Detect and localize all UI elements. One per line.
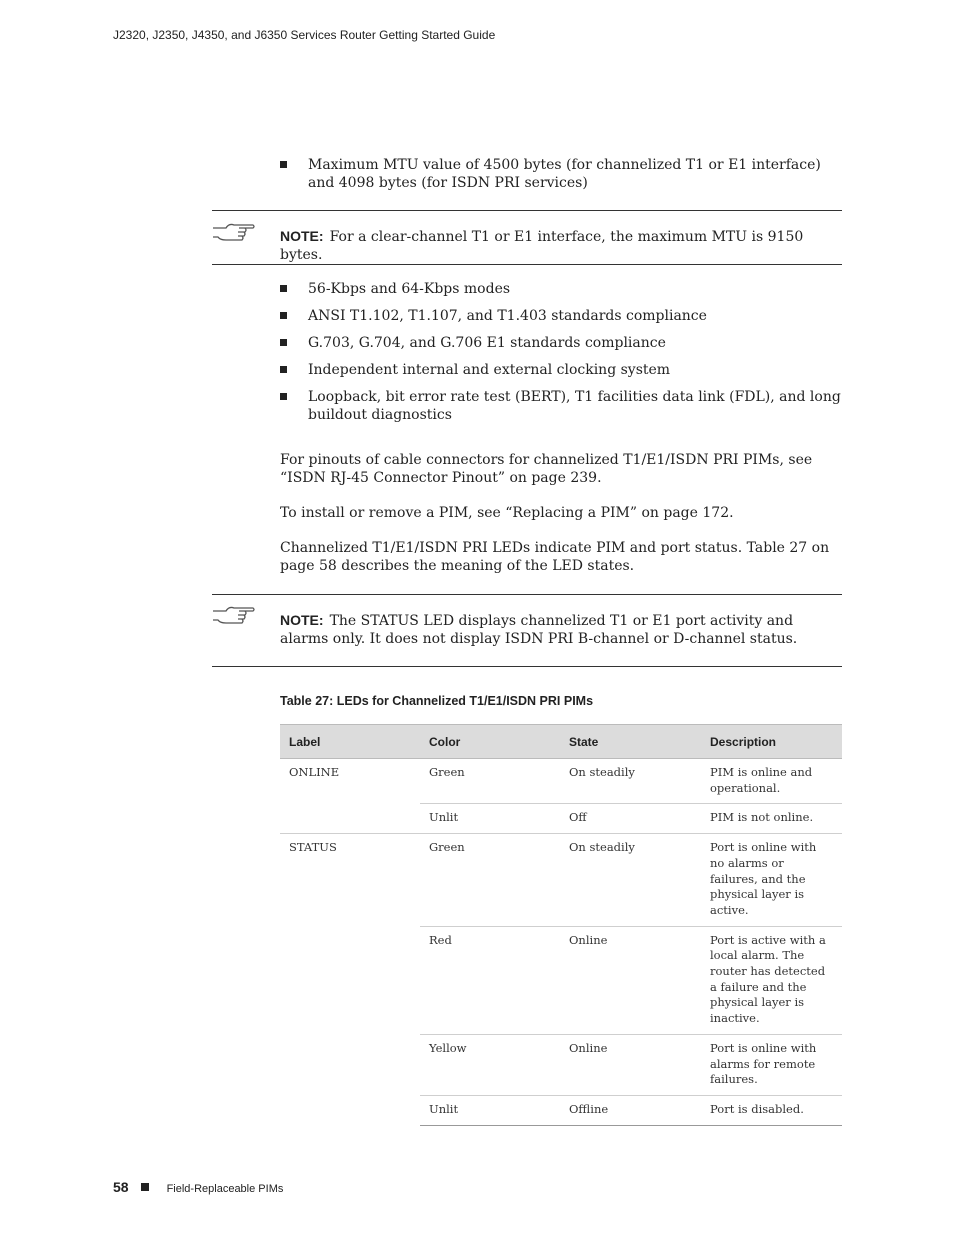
note-status-led — [280, 611, 845, 648]
description-cell: PIM is online and operational. — [701, 759, 842, 804]
column-header-state: State — [560, 725, 701, 759]
table-row — [280, 834, 842, 927]
note-rule-top — [212, 210, 842, 211]
note-rule-bottom — [212, 666, 842, 667]
description-cell: Port is disabled. — [701, 1095, 842, 1125]
led-label-cell: ONLINE — [280, 759, 420, 834]
list-item-text: G.703, G.704, and G.706 E1 standards compliance — [308, 335, 666, 351]
state-cell: Off — [560, 804, 701, 834]
list-item — [280, 280, 845, 298]
paragraph-install: To install or remove a PIM, see “Replacing a PIM” on page 172. — [280, 505, 734, 521]
color-cell: Green — [420, 759, 560, 804]
bullet-square-icon — [280, 161, 287, 168]
list-item — [280, 388, 845, 424]
state-cell: On steadily — [560, 834, 701, 927]
bullet-square-icon — [280, 393, 287, 400]
list-item — [280, 307, 845, 325]
feature-list — [280, 280, 845, 433]
page-number: 58 — [113, 1179, 129, 1195]
running-header: J2320, J2350, J4350, and J6350 Services Router Getting Started Guide — [113, 28, 496, 42]
description-cell: Port is online with alarms for remote failures. — [701, 1034, 842, 1095]
column-header-color: Color — [420, 725, 560, 759]
list-item — [280, 334, 845, 352]
list-item — [280, 361, 845, 379]
bullet-square-icon — [280, 312, 287, 319]
list-item-text: Loopback, bit error rate test (BERT), T1 facilities data link (FDL), and long buildout diagnostics — [308, 389, 841, 423]
pointing-hand-icon — [212, 605, 256, 627]
column-header-label: Label — [280, 725, 420, 759]
table-row — [280, 759, 842, 804]
color-cell: Unlit — [420, 1095, 560, 1125]
note-text: For a clear-channel T1 or E1 interface, the maximum MTU is 9150 bytes. — [280, 229, 804, 263]
column-header-description: Description — [701, 725, 842, 759]
bullet-square-icon — [280, 366, 287, 373]
bullet-square-icon — [280, 339, 287, 346]
note-mtu — [280, 227, 845, 264]
description-cell: PIM is not online. — [701, 804, 842, 834]
state-cell: Offline — [560, 1095, 701, 1125]
table-caption: Table 27: LEDs for Channelized T1/E1/ISDN PRI PIMs — [280, 694, 594, 708]
page-footer — [113, 1179, 283, 1195]
footer-section: Field-Replaceable PIMs — [166, 1183, 284, 1195]
note-text: The STATUS LED displays channelized T1 or E1 port activity and alarms only. It does not display ISDN PRI B-channel or D-channel status. — [280, 613, 798, 647]
footer-square-icon — [141, 1183, 149, 1191]
state-cell: Online — [560, 926, 701, 1034]
note-rule-top — [212, 594, 842, 595]
bullet-square-icon — [280, 285, 287, 292]
color-cell: Unlit — [420, 804, 560, 834]
state-cell: On steadily — [560, 759, 701, 804]
led-label-cell: STATUS — [289, 840, 337, 855]
list-item-text: Independent internal and external clocking system — [308, 362, 671, 378]
list-item — [280, 156, 845, 192]
pointing-hand-icon — [212, 222, 256, 244]
description-cell: Port is active with a local alarm. The router has detected a failure and the physical layer is inactive. — [701, 926, 842, 1034]
note-rule-bottom — [212, 264, 842, 265]
list-item-text: Maximum MTU value of 4500 bytes (for channelized T1 or E1 interface) and 4098 bytes (for ISDN PRI services) — [308, 157, 821, 191]
feature-list-top — [280, 156, 845, 201]
color-cell: Green — [420, 834, 560, 927]
state-cell: Online — [560, 1034, 701, 1095]
color-cell: Yellow — [420, 1034, 560, 1095]
table-header-row — [280, 725, 842, 759]
paragraph-pinouts: For pinouts of cable connectors for channelized T1/E1/ISDN PRI PIMs, see “ISDN RJ-45 Connector Pinout” on page 239. — [280, 452, 813, 486]
list-item-text: 56-Kbps and 64-Kbps modes — [308, 281, 511, 297]
note-label: NOTE: — [280, 612, 324, 628]
description-cell: Port is online with no alarms or failures, and the physical layer is active. — [701, 834, 842, 927]
led-table — [280, 724, 842, 1126]
note-label: NOTE: — [280, 228, 324, 244]
color-cell: Red — [420, 926, 560, 1034]
paragraph-leds: Channelized T1/E1/ISDN PRI LEDs indicate PIM and port status. Table 27 on page 58 describes the meaning of the LED states. — [280, 540, 830, 574]
list-item-text: ANSI T1.102, T1.107, and T1.403 standards compliance — [308, 308, 707, 324]
